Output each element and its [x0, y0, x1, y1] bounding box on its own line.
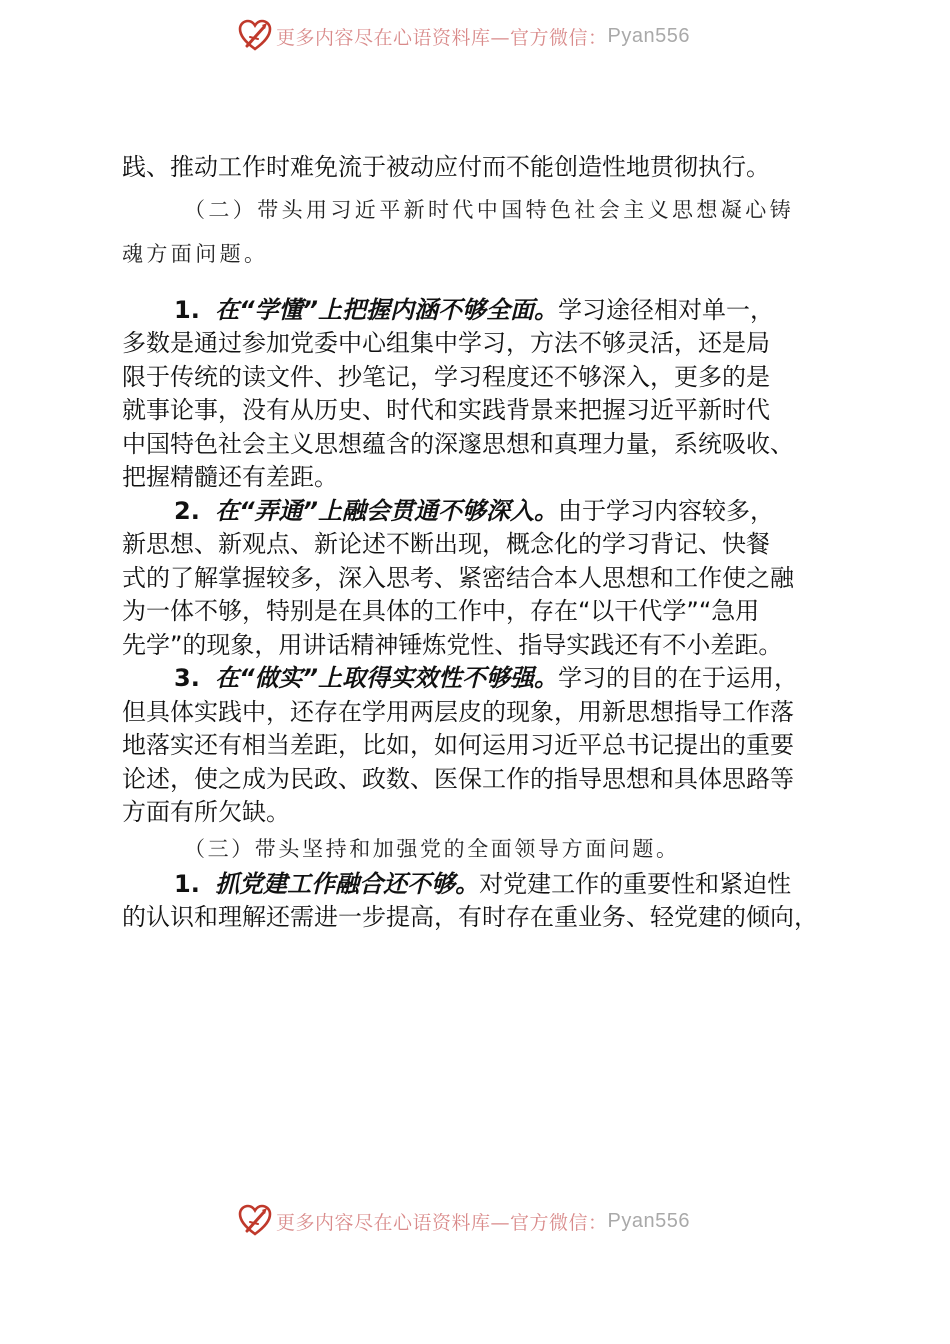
section-heading-3: （三）带头坚持和加强党的全面领导方面问题。 [184, 836, 680, 861]
list-item-4-line1 [122, 868, 852, 902]
footer-watermark [238, 1204, 690, 1238]
document-body [122, 151, 852, 935]
item-title: 在“学懂”上把握内涵不够全面。 [215, 295, 559, 324]
list-item-1 [122, 294, 852, 495]
list-item-2-line1 [122, 495, 852, 529]
list-item-1-line4: 就事论事，没有从历史、时代和实践背景来把握习近平新时代 [122, 396, 770, 424]
list-item-2-line5: 先学”的现象，用讲话精神锤炼党性、指导实践还有不小差距。 [122, 630, 783, 659]
section-heading-2-line1: （二）带头用习近平新时代中国特色社会主义思想凝心铸 [184, 197, 794, 222]
list-item-3-line3: 地落实还有相当差距，比如，如何运用习近平总书记提出的重要 [122, 731, 794, 759]
list-item-4-line2: 的认识和理解还需进一步提高，有时存在重业务、轻党建的倾向， [122, 903, 818, 931]
list-item-1-line1 [122, 294, 852, 328]
watermark-wechat-id: Pyan556 [607, 1209, 690, 1232]
list-item-2-line3: 式的了解掌握较多，深入思考、紧密结合本人思想和工作使之融 [122, 563, 794, 592]
item-title: 抓党建工作融合还不够。 [215, 869, 480, 898]
item-text: 学习的目的在于运用， [558, 664, 799, 692]
section-heading-2-line2: 魂方面问题。 [122, 241, 269, 266]
list-item-3-line2: 但具体实践中，还存在学用两层皮的现象，用新思想指导工作落 [122, 697, 794, 726]
list-item-3-line4: 论述，使之成为民政、政数、医保工作的指导思想和具体思路等 [122, 764, 794, 793]
list-item-3 [122, 662, 852, 830]
paragraph-continuation: 践、推动工作时难免流于被动应付而不能创造性地贯彻执行。 [122, 153, 770, 181]
list-item-2-line4: 为一体不够，特别是在具体的工作中，存在“以干代学”“急用 [122, 597, 760, 625]
heart-pen-logo-icon [238, 1204, 272, 1238]
watermark-wechat-id: Pyan556 [607, 24, 690, 47]
list-item-1-line6: 把握精髓还有差距。 [122, 463, 338, 491]
list-item-1-line5: 中国特色社会主义思想蕴含的深邃思想和真理力量，系统吸收、 [122, 429, 794, 458]
watermark-text: 更多内容尽在心语资料库—官方微信： [276, 1211, 608, 1234]
watermark-text: 更多内容尽在心语资料库—官方微信： [276, 26, 608, 49]
header-watermark [238, 19, 690, 53]
item-text: 对党建工作的重要性和紧迫性 [479, 869, 792, 898]
heart-pen-logo-icon [238, 19, 272, 53]
item-title: 在“做实”上取得实效性不够强。 [215, 664, 559, 692]
list-item-2-line2: 新思想、新观点、新论述不断出现，概念化的学习背记、快餐 [122, 530, 770, 558]
item-number: 3. [174, 664, 200, 692]
list-item-1-line3: 限于传统的读文件、抄笔记，学习程度还不够深入，更多的是 [122, 362, 770, 391]
item-text: 学习途径相对单一， [558, 295, 775, 324]
list-item-1-line2: 多数是通过参加党委中心组集中学习，方法不够灵活，还是局 [122, 329, 770, 357]
item-title: 在“弄通”上融会贯通不够深入。 [215, 496, 559, 525]
list-item-2 [122, 495, 852, 663]
list-item-3-line5: 方面有所欠缺。 [122, 798, 290, 826]
item-number: 2. [174, 496, 200, 525]
list-item-4 [122, 868, 852, 935]
item-number: 1. [174, 869, 200, 898]
item-number: 1. [174, 295, 200, 324]
item-text: 由于学习内容较多， [558, 496, 775, 525]
list-item-3-line1 [122, 662, 852, 696]
